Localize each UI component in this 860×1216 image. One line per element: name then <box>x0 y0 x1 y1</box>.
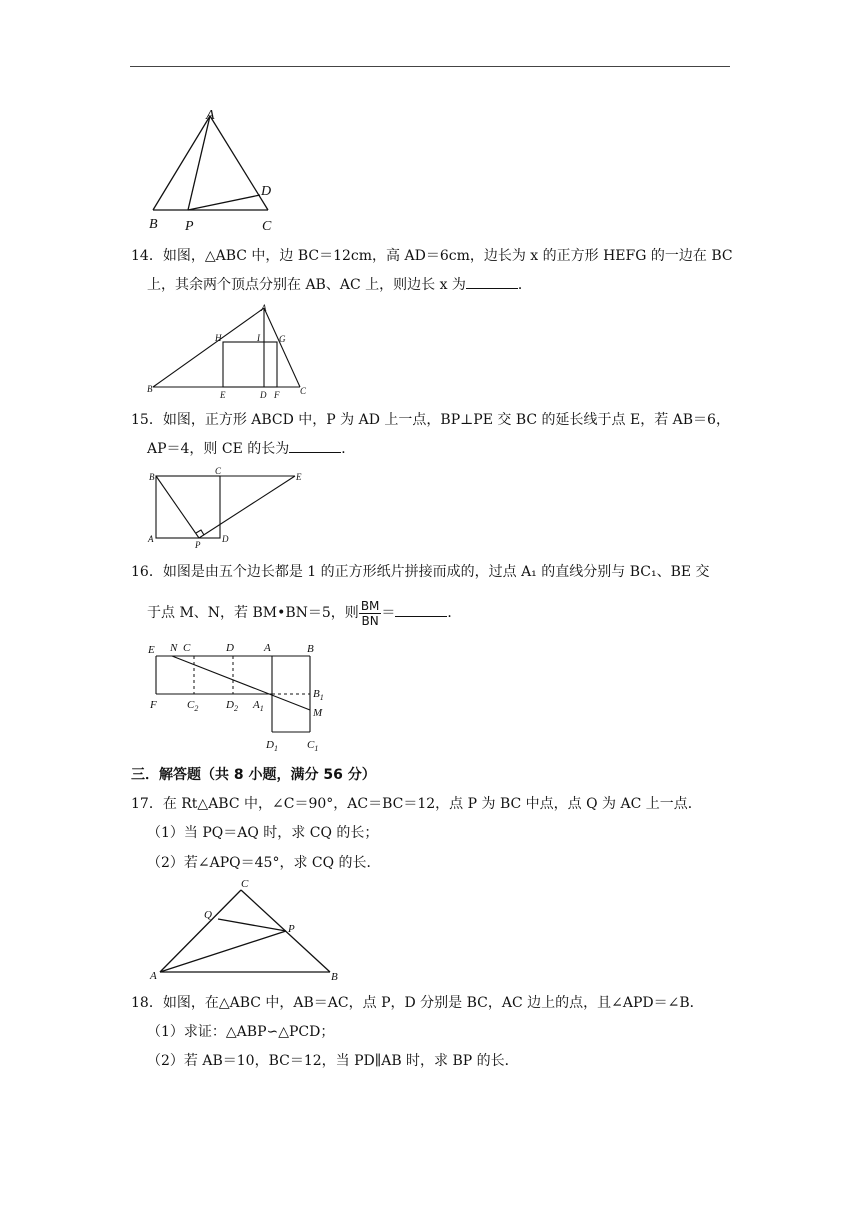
fraction-numerator: BM <box>360 598 380 613</box>
label-G: G <box>279 334 286 344</box>
label-C: C <box>262 219 272 234</box>
label-N: N <box>170 642 178 654</box>
label-P: P <box>185 219 194 234</box>
label-C1-letter: C <box>307 739 315 751</box>
label-F: F <box>150 699 157 711</box>
label-D2-letter: D <box>226 699 234 711</box>
q14-line2 <box>147 275 747 295</box>
label-E: E <box>220 390 226 400</box>
label-C1-sub: 1 <box>314 744 319 753</box>
label-B: B <box>331 971 338 983</box>
header-rule <box>130 66 730 67</box>
answer-blank-16[interactable] <box>395 604 447 617</box>
q14-line2-end: ． <box>517 277 532 293</box>
label-M: M <box>313 707 323 719</box>
label-B1-letter: B <box>313 688 320 700</box>
label-P: P <box>288 923 295 935</box>
label-A: A <box>148 534 154 544</box>
label-B1-sub: 1 <box>319 693 324 702</box>
label-D1 <box>265 739 278 753</box>
label-P: P <box>195 540 201 550</box>
label-C2 <box>187 699 198 713</box>
label-D: D <box>260 390 267 400</box>
q14-line1: 14．如图，△ABC 中，边 BC＝12cm，高 AD＝6cm，边长为 x 的正方形 HEFG 的一边在 BC <box>131 248 733 264</box>
label-C: C <box>215 466 222 476</box>
label-D: D <box>222 534 229 544</box>
figure-five-squares <box>144 636 340 756</box>
label-D2-sub: 2 <box>233 704 238 713</box>
label-B: B <box>147 384 153 394</box>
label-B: B <box>149 472 155 482</box>
label-E: E <box>148 644 155 656</box>
figure-square-in-triangle <box>140 302 320 402</box>
q16-line2-text: 于点 M、N，若 BM•BN＝5，则 <box>147 605 359 621</box>
label-A: A <box>206 108 215 123</box>
label-A: A <box>150 970 157 982</box>
q15-line1: 15．如图，正方形 ABCD 中，P 为 AD 上一点，BP⊥PE 交 BC 的延长线于点 E，若 AB＝6， <box>131 412 730 428</box>
label-C: C <box>300 386 307 396</box>
answer-blank-14[interactable] <box>466 276 518 289</box>
q15-line2-text: AP＝4，则 CE 的长为 <box>147 441 290 457</box>
label-C: C <box>241 878 249 890</box>
label-A1 <box>252 699 264 713</box>
q16-equals: ＝ <box>381 605 396 621</box>
label-D: D <box>261 184 272 199</box>
q18-sub1: （1）求证：△ABP∽△PCD； <box>147 1024 335 1040</box>
figure-square-abcd-pe <box>144 466 314 550</box>
label-C2-letter: C <box>187 699 195 711</box>
label-B1 <box>313 688 324 702</box>
label-I: I <box>257 333 260 343</box>
q18-sub2: （2）若 AB＝10，BC＝12，当 PD∥AB 时，求 BP 的长． <box>147 1053 519 1069</box>
q15-line2-end: ． <box>341 441 356 457</box>
figure-triangle-abc-p-d <box>140 104 290 234</box>
label-A: A <box>264 642 271 654</box>
fraction-denominator: BN <box>361 613 379 628</box>
label-H: H <box>215 333 222 343</box>
label-Q: Q <box>204 909 212 921</box>
label-D2 <box>225 699 238 713</box>
q17-sub2: （2）若∠APQ＝45°，求 CQ 的长． <box>147 855 381 871</box>
q14-line2-text: 上，其余两个顶点分别在 AB、AC 上，则边长 x 为 <box>147 277 466 293</box>
label-A1-sub: 1 <box>259 704 264 713</box>
label-D1-sub: 1 <box>273 744 278 753</box>
q18-line1: 18．如图，在△ABC 中，AB＝AC，点 P，D 分别是 BC，AC 边上的点，且∠APD＝∠B． <box>131 995 704 1011</box>
q17-line1: 17．在 Rt△ABC 中，∠C＝90°，AC＝BC＝12，点 P 为 BC 中点，点 Q 为 AC 上一点． <box>131 796 702 812</box>
figure-right-triangle-pq <box>144 876 354 986</box>
answer-blank-15[interactable] <box>289 440 341 453</box>
label-F: F <box>274 390 280 400</box>
label-D1-letter: D <box>266 739 274 751</box>
label-B: B <box>307 643 314 655</box>
q16-line1: 16．如图是由五个边长都是 1 的正方形纸片拼接而成的，过点 A₁ 的直线分别与 BC₁、BE 交 <box>131 564 710 580</box>
q15-line2 <box>147 439 747 459</box>
label-A1-letter: A <box>253 699 260 711</box>
q16-line2 <box>147 598 747 628</box>
label-C: C <box>183 642 191 654</box>
label-E: E <box>296 472 302 482</box>
section-heading: 三．解答题（共 8 小题，满分 56 分） <box>131 767 376 783</box>
q16-line2-end: ． <box>447 605 462 621</box>
label-D: D <box>226 642 234 654</box>
fraction-bm-over-bn <box>359 599 382 628</box>
label-C1 <box>307 739 318 753</box>
label-B: B <box>149 217 158 232</box>
q17-sub1: （1）当 PQ＝AQ 时，求 CQ 的长； <box>147 825 379 841</box>
label-A: A <box>261 303 267 313</box>
label-C2-sub: 2 <box>194 704 199 713</box>
